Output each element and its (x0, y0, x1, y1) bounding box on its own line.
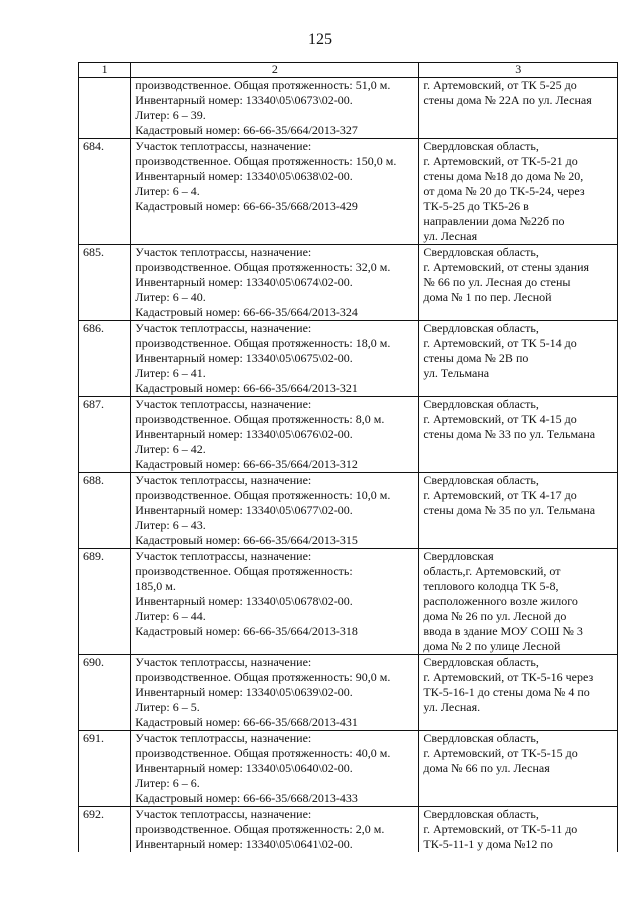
object-location (419, 807, 618, 853)
row-number: 692. (79, 807, 131, 853)
location-line: Свердловская область, (423, 245, 539, 259)
description-line: Инвентарный номер: 13340\05\0678\02-00. (135, 594, 353, 608)
row-number: 689. (79, 549, 131, 655)
description-line: Кадастровый номер: 66-66-35/668/2013-433 (135, 791, 358, 805)
row-number: 684. (79, 139, 131, 245)
description-line: производственное. Общая протяженность: 90,0 м. (135, 670, 391, 684)
page-number: 125 (308, 31, 332, 48)
location-line: г. Артемовский, от ТК 5-14 до (423, 336, 577, 350)
object-location (419, 78, 618, 139)
description-line: производственное. Общая протяженность: 8,0 м. (135, 412, 385, 426)
description-line: производственное. Общая протяженность: 18,0 м. (135, 336, 391, 350)
location-line: Свердловская область, (423, 655, 539, 669)
location-line: № 66 по ул. Лесная до стены (423, 275, 571, 289)
description-line: производственное. Общая протяженность: 10,0 м. (135, 488, 391, 502)
location-line: г. Артемовский, от ТК 5-25 до (423, 78, 577, 92)
description-line: Кадастровый номер: 66-66-35/664/2013-315 (135, 533, 358, 547)
description-line: Кадастровый номер: 66-66-35/664/2013-324 (135, 305, 358, 319)
location-line: Свердловская (423, 549, 494, 563)
row-number: 685. (79, 245, 131, 321)
location-line: ул. Лесная (423, 229, 478, 243)
row-number: 688. (79, 473, 131, 549)
row-number: 690. (79, 655, 131, 731)
row-number: 686. (79, 321, 131, 397)
location-line: ввода в здание МОУ СОШ № 3 (423, 624, 583, 638)
description-line: 185,0 м. (135, 579, 176, 593)
row-number (79, 78, 131, 139)
location-line: стены дома №18 до дома № 20, (423, 169, 584, 183)
location-line: стены дома № 22А по ул. Лесная (423, 93, 592, 107)
location-line: г. Артемовский, от ТК 4-15 до (423, 412, 577, 426)
location-line: дома № 1 по пер. Лесной (423, 290, 552, 304)
table-row (79, 78, 618, 139)
location-line: г. Артемовский, от ТК-5-11 до (423, 822, 578, 836)
description-line: Участок теплотрассы, назначение: (135, 321, 312, 335)
object-description (131, 78, 419, 139)
location-line: область,г. Артемовский, от (423, 564, 561, 578)
location-line: ТК-5-16-1 до стены дома № 4 по (423, 685, 590, 699)
row-number: 687. (79, 397, 131, 473)
description-line: Инвентарный номер: 13340\05\0641\02-00. (135, 837, 353, 851)
description-line: производственное. Общая протяженность: 51,0 м. (135, 78, 391, 92)
description-line: Кадастровый номер: 66-66-35/664/2013-321 (135, 381, 358, 395)
column-header-3: 3 (419, 63, 618, 78)
description-line: Литер: 6 – 44. (135, 609, 206, 623)
location-line: стены дома № 33 по ул. Тельмана (423, 427, 596, 441)
object-location (419, 655, 618, 731)
location-line: г. Артемовский, от ТК-5-15 до (423, 746, 578, 760)
description-line: Участок теплотрассы, назначение: (135, 245, 312, 259)
description-line: Инвентарный номер: 13340\05\0676\02-00. (135, 427, 353, 441)
table-row (79, 245, 618, 321)
location-line: ТК-5-11-1 у дома №12 по (423, 837, 553, 851)
table-row (79, 397, 618, 473)
object-description (131, 807, 419, 853)
description-line: производственное. Общая протяженность: 2,0 м. (135, 822, 385, 836)
description-line: Участок теплотрассы, назначение: (135, 139, 312, 153)
location-line: теплового колодца ТК 5-8, (423, 579, 559, 593)
column-header-1: 1 (79, 63, 131, 78)
object-location (419, 139, 618, 245)
description-line: Инвентарный номер: 13340\05\0674\02-00. (135, 275, 353, 289)
description-line: производственное. Общая протяженность: 150,0 м. (135, 154, 397, 168)
table-body (79, 78, 618, 853)
description-line: производственное. Общая протяженность: 40,0 м. (135, 746, 391, 760)
location-line: дома № 2 по улице Лесной (423, 639, 561, 653)
object-description (131, 731, 419, 807)
table-row (79, 655, 618, 731)
location-line: ТК-5-25 до ТК5-26 в (423, 199, 529, 213)
description-line: Кадастровый номер: 66-66-35/664/2013-312 (135, 457, 358, 471)
location-line: дома № 66 по ул. Лесная (423, 761, 550, 775)
location-line: Свердловская область, (423, 397, 539, 411)
description-line: Литер: 6 – 5. (135, 700, 200, 714)
description-line: Инвентарный номер: 13340\05\0640\02-00. (135, 761, 353, 775)
location-line: дома № 26 по ул. Лесной до (423, 609, 567, 623)
object-location (419, 473, 618, 549)
table-row (79, 731, 618, 807)
description-line: Участок теплотрассы, назначение: (135, 473, 312, 487)
table-header-row (79, 63, 618, 78)
description-line: Инвентарный номер: 13340\05\0638\02-00. (135, 169, 353, 183)
location-line: г. Артемовский, от ТК-5-21 до (423, 154, 578, 168)
description-line: Кадастровый номер: 66-66-35/668/2013-431 (135, 715, 358, 729)
description-line: Кадастровый номер: 66-66-35/668/2013-429 (135, 199, 358, 213)
description-line: Литер: 6 – 41. (135, 366, 206, 380)
description-line: Литер: 6 – 39. (135, 108, 206, 122)
location-line: ул. Лесная. (423, 700, 481, 714)
location-line: Свердловская область, (423, 139, 539, 153)
description-line: Кадастровый номер: 66-66-35/664/2013-318 (135, 624, 358, 638)
location-line: ул. Тельмана (423, 366, 490, 380)
location-line: г. Артемовский, от ТК-5-16 через (423, 670, 594, 684)
table-row (79, 139, 618, 245)
object-location (419, 731, 618, 807)
object-description (131, 245, 419, 321)
object-location (419, 397, 618, 473)
description-line: Литер: 6 – 43. (135, 518, 206, 532)
row-number: 691. (79, 731, 131, 807)
location-line: г. Артемовский, от ТК 4-17 до (423, 488, 577, 502)
location-line: Свердловская область, (423, 731, 539, 745)
object-location (419, 549, 618, 655)
table-row (79, 807, 618, 853)
description-line: Литер: 6 – 40. (135, 290, 206, 304)
table-row (79, 549, 618, 655)
object-description (131, 655, 419, 731)
description-line: Участок теплотрассы, назначение: (135, 731, 312, 745)
object-description (131, 397, 419, 473)
description-line: Литер: 6 – 6. (135, 776, 200, 790)
location-line: г. Артемовский, от стены здания (423, 260, 590, 274)
property-registry-table (78, 62, 618, 852)
object-description (131, 473, 419, 549)
table-row (79, 473, 618, 549)
location-line: расположенного возле жилого (423, 594, 578, 608)
location-line: направлении дома №22б по (423, 214, 565, 228)
object-location (419, 245, 618, 321)
table-row (79, 321, 618, 397)
description-line: производственное. Общая протяженность: 32,0 м. (135, 260, 391, 274)
description-line: Инвентарный номер: 13340\05\0673\02-00. (135, 93, 353, 107)
description-line: Участок теплотрассы, назначение: (135, 397, 312, 411)
description-line: Кадастровый номер: 66-66-35/664/2013-327 (135, 123, 358, 137)
description-line: Инвентарный номер: 13340\05\0675\02-00. (135, 351, 353, 365)
location-line: Свердловская область, (423, 473, 539, 487)
description-line: Инвентарный номер: 13340\05\0639\02-00. (135, 685, 353, 699)
description-line: производственное. Общая протяженность: (135, 564, 353, 578)
description-line: Участок теплотрассы, назначение: (135, 655, 312, 669)
description-line: Участок теплотрассы, назначение: (135, 549, 312, 563)
location-line: стены дома № 2В по (423, 351, 529, 365)
object-description (131, 321, 419, 397)
location-line: Свердловская область, (423, 807, 539, 821)
location-line: стены дома № 35 по ул. Тельмана (423, 503, 596, 517)
description-line: Литер: 6 – 42. (135, 442, 206, 456)
description-line: Литер: 6 – 4. (135, 184, 200, 198)
object-description (131, 139, 419, 245)
object-location (419, 321, 618, 397)
description-line: Инвентарный номер: 13340\05\0677\02-00. (135, 503, 353, 517)
description-line: Участок теплотрассы, назначение: (135, 807, 312, 821)
column-header-2: 2 (131, 63, 419, 78)
location-line: Свердловская область, (423, 321, 539, 335)
location-line: от дома № 20 до ТК-5-24, через (423, 184, 585, 198)
object-description (131, 549, 419, 655)
